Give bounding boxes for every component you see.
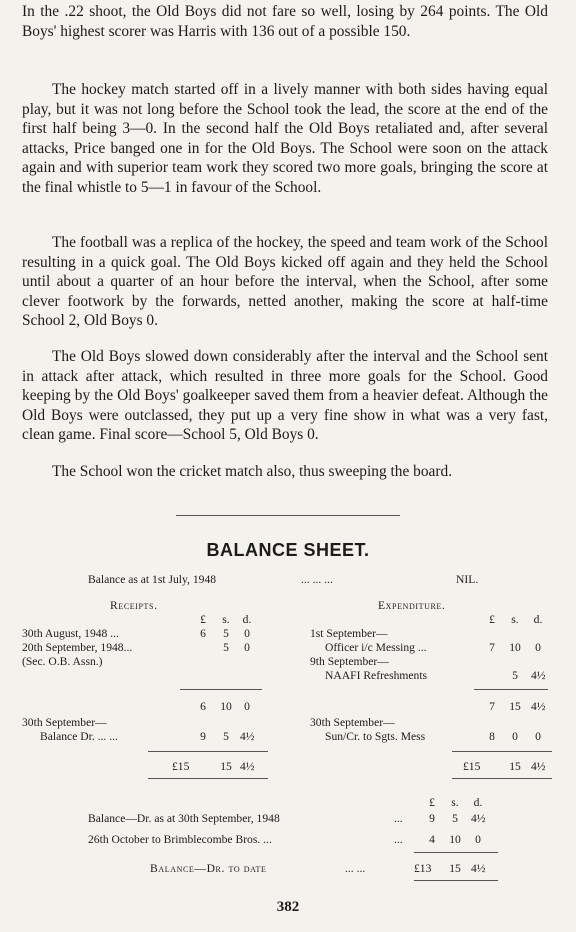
receipts-balance-pence: 4½ [240, 730, 255, 743]
summary-final-pounds: £13 [414, 862, 432, 875]
summary-row-shillings: 5 [452, 812, 458, 825]
receipts-subtotal-pounds: 6 [200, 700, 206, 713]
receipts-subtotal-shillings: 10 [220, 700, 232, 713]
expenditure-total-pounds: £15 [463, 760, 481, 773]
summary-shillings-header: s. [451, 796, 459, 809]
expenditure-entry-label: Officer i/c Messing ... [325, 641, 427, 654]
opening-balance-label: Balance as at 1st July, 1948 [88, 573, 217, 586]
summary-row-pounds: 9 [429, 812, 435, 825]
paragraph-football-second-half: The Old Boys slowed down considerably after the interval and the School sent in attack after attack, which resulted in three more goals for the School. Good keeping by the Old Boys' goalkeeper saved them from a heavier defeat. Although the Old Boys were outclassed, they put up a very fine show in what was a very fast, clean game. Final score—School 5, Old Boys 0. [22, 348, 548, 444]
summary-row-dots: ... [394, 833, 403, 846]
expenditure-heading: Expenditure. [378, 599, 446, 612]
opening-balance-dots: ... ... ... [301, 573, 333, 586]
expenditure-total-shillings: 15 [509, 760, 521, 773]
receipts-shillings-header: s. [222, 613, 230, 626]
expenditure-shillings-header: s. [511, 613, 519, 626]
summary-row-pounds: 4 [429, 833, 435, 846]
receipt-row-shillings: 5 [223, 641, 229, 654]
expenditure-last-shillings: 0 [512, 730, 518, 743]
summary-row-label: 26th October to Brimblecombe Bros. ... [88, 833, 272, 846]
expenditure-pounds-header: £ [489, 613, 495, 626]
summary-row-pence: 4½ [471, 812, 486, 825]
paragraph-hockey: The hockey match started off in a lively manner with both sides having equal play, but it was not long before the School took the lead, the score at the end of the first half being 3—0. In the second half the Old Boys retaliated and, after several attacks, Price banged one in for the Old Boys. The School were soon on the attack again and with superior team work they scored two more goals, bringing the score at the final whistle to 5—1 in favour of the School. [22, 81, 548, 196]
expenditure-entry-date: 1st September— [310, 627, 388, 640]
expenditure-subtotal-rule [474, 689, 548, 690]
receipts-total-rule-top [148, 751, 268, 752]
paragraph-cricket: The School won the cricket match also, thus sweeping the board. [52, 463, 453, 480]
receipt-row-shillings: 5 [223, 627, 229, 640]
summary-row-dots: ... [394, 812, 403, 825]
receipt-row-pence: 0 [244, 627, 250, 640]
paragraph-football: The football was a replica of the hockey, the speed and team work of the School resulting in a quick goal. The Old Boys kicked off again and they held the School until about a quarter of an hour before the interval, when the School, after some clever footwork by the forwards, netted another, making the score at half-time School 2, Old Boys 0. [22, 234, 548, 330]
receipts-balance-pounds: 9 [200, 730, 206, 743]
receipt-row-label: 30th August, 1948 ... [22, 627, 119, 640]
receipts-total-rule-bottom [148, 778, 268, 779]
receipts-total-shillings: 15 [220, 760, 232, 773]
paragraph-shoot: In the .22 shoot, the Old Boys did not fare so well, losing by 264 points. The Old Boys' highest scorer was Harris with 136 out of a possible 150. [22, 3, 548, 40]
summary-total-rule-bottom [414, 880, 498, 881]
receipt-row-pounds: 6 [200, 627, 206, 640]
summary-final-dots: ... ... [345, 862, 366, 875]
receipt-row-label: 20th September, 1948... [22, 641, 133, 654]
expenditure-entry-pounds: 7 [489, 641, 495, 654]
receipts-subtotal-pence: 0 [244, 700, 250, 713]
expenditure-last-date: 30th September— [310, 716, 395, 729]
receipts-heading: Receipts. [110, 599, 158, 612]
receipts-pence-header: d. [242, 613, 252, 626]
expenditure-entry-date: 9th September— [310, 655, 389, 668]
summary-pounds-header: £ [429, 796, 435, 809]
expenditure-total-rule-top [452, 751, 552, 752]
receipts-total-pence: 4½ [240, 760, 255, 773]
summary-pence-header: d. [473, 796, 483, 809]
expenditure-entry-shillings: 10 [509, 641, 521, 654]
summary-row-label: Balance—Dr. as at 30th September, 1948 [88, 812, 280, 825]
expenditure-entry-label: NAAFI Refreshments [325, 669, 428, 682]
receipt-row-note: (Sec. O.B. Assn.) [22, 655, 103, 668]
expenditure-last-pounds: 8 [489, 730, 495, 743]
summary-final-shillings: 15 [449, 862, 461, 875]
opening-balance-value: NIL. [456, 573, 479, 586]
expenditure-entry-pence: 4½ [531, 669, 546, 682]
expenditure-subtotal-pence: 4½ [531, 700, 546, 713]
receipts-balance-date: 30th September— [22, 716, 107, 729]
expenditure-entry-pence: 0 [535, 641, 541, 654]
receipts-pounds-header: £ [200, 613, 206, 626]
expenditure-total-pence: 4½ [531, 760, 546, 773]
section-divider [176, 515, 400, 516]
balance-sheet-title: BALANCE SHEET. [206, 540, 370, 560]
page-number: 382 [276, 899, 300, 915]
summary-row-shillings: 10 [449, 833, 461, 846]
expenditure-last-pence: 0 [535, 730, 541, 743]
expenditure-subtotal-pounds: 7 [489, 700, 495, 713]
summary-final-pence: 4½ [471, 862, 486, 875]
expenditure-total-rule-bottom [452, 778, 552, 779]
expenditure-pence-header: d. [533, 613, 543, 626]
receipts-balance-shillings: 5 [223, 730, 229, 743]
expenditure-entry-shillings: 5 [512, 669, 518, 682]
summary-final-label: Balance—Dr. to date [150, 862, 267, 875]
expenditure-subtotal-shillings: 15 [509, 700, 521, 713]
receipt-row-pence: 0 [244, 641, 250, 654]
summary-row-pence: 0 [475, 833, 481, 846]
receipts-subtotal-rule [180, 689, 262, 690]
summary-total-rule-top [414, 852, 498, 853]
receipts-total-pounds: £15 [172, 760, 190, 773]
receipts-balance-label: Balance Dr. ... ... [40, 730, 118, 743]
expenditure-last-label: Sun/Cr. to Sgts. Mess [325, 730, 426, 743]
